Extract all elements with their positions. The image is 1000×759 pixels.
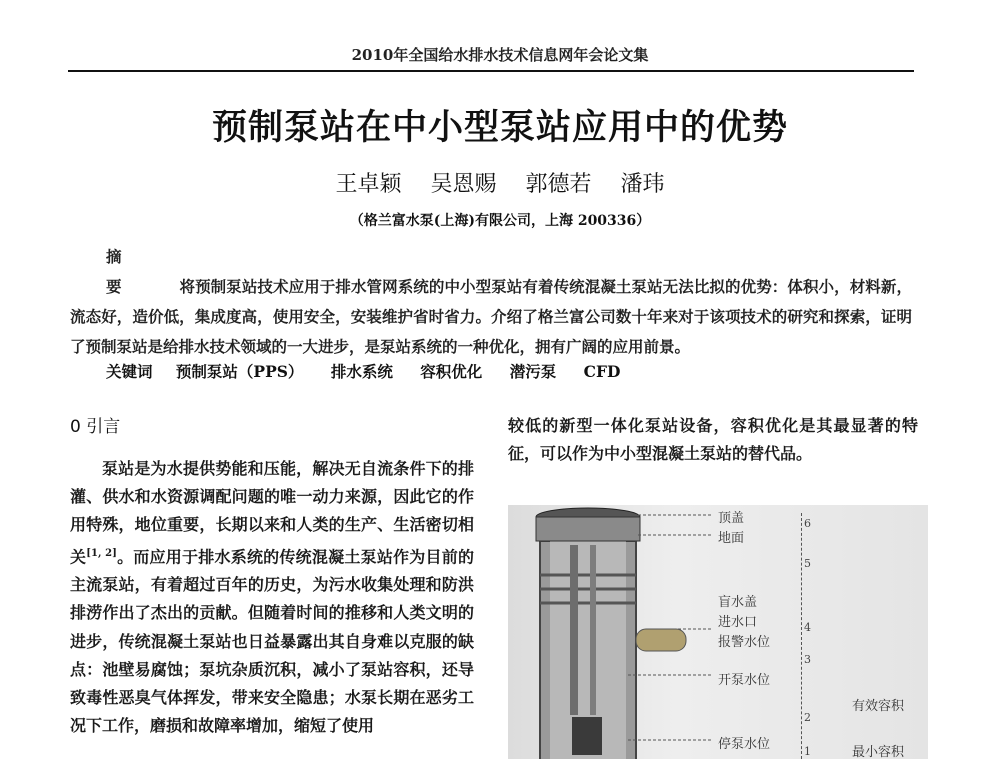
- keyword: 潜污泵: [509, 362, 557, 381]
- keywords: [106, 360, 642, 382]
- scale-number: 6: [804, 517, 811, 530]
- section-heading: 0 引言: [70, 417, 121, 437]
- figure-label: 开泵水位: [718, 673, 771, 688]
- intro-text-part1: 泵站是为水提供势能和压能，解决无自流条件下的排灌、供水和水资源调配问题的唯一动力来源，因此它的作用特殊，地位重要，长期以来和人类的生产、生活密切相关: [70, 459, 474, 566]
- figure-label: 停泵水位: [718, 737, 771, 752]
- figure-label: 有效容积: [852, 699, 905, 714]
- running-header: 2010年全国给水排水技术信息网年会论文集: [351, 46, 649, 64]
- paper-title: 预制泵站在中小型泵站应用中的优势: [211, 108, 788, 148]
- right-column-text: 较低的新型一体化泵站设备，容积优化是其最显著的特征，可以作为中小型混凝土泵站的替代品。: [508, 416, 918, 464]
- intro-paragraph: [70, 455, 474, 740]
- keyword: 预制泵站（PPS）: [175, 362, 304, 381]
- author-name: 郭德若: [525, 172, 592, 197]
- abstract-label: 摘 要: [106, 248, 136, 296]
- keyword: 容积优化: [420, 362, 483, 381]
- figure-label: 顶盖: [718, 511, 745, 526]
- scale-number: 4: [804, 621, 811, 634]
- figure-label: 盲水盖: [718, 595, 758, 610]
- author-name: 潘玮: [620, 172, 665, 197]
- right-column: [508, 412, 918, 468]
- scale-number: 2: [804, 711, 811, 724]
- scale-number: 3: [804, 653, 811, 666]
- figure-label: 进水口: [718, 615, 758, 630]
- author-name: 吴恩赐: [430, 172, 497, 197]
- author-name: 王卓颖: [335, 172, 402, 197]
- scale-line: [801, 513, 802, 759]
- left-column: [70, 412, 474, 740]
- header-rule: [68, 70, 914, 72]
- keyword: CFD: [583, 362, 621, 381]
- keyword: 排水系统: [330, 362, 393, 381]
- keywords-label: 关键词: [106, 363, 153, 381]
- abstract-text: 将预制泵站技术应用于排水管网系统的中小型泵站有着传统混凝土泵站无法比拟的优势：体积小，材料新，流态好，造价低，集成度高，使用安全，安装维护省时省力。介绍了格兰富公司数十年来对于该项技术的研究和探索，证明了预制泵站是给排水技术领域的一大进步，是泵站系统的一种优化，拥有广阔的应用前景。: [70, 277, 912, 356]
- citation: [1, 2]: [86, 547, 117, 559]
- scale-number: 1: [804, 745, 811, 758]
- figure-label: 地面: [718, 531, 745, 546]
- author-list: [0, 167, 1000, 198]
- scale-number: 5: [804, 557, 811, 570]
- intro-text-part2: 。而应用于排水系统的传统混凝土泵站作为目前的主流泵站，有着超过百年的历史，为污水收集处理和防洪排涝作出了杰出的贡献。但随着时间的推移和人类文明的进步，传统混凝土泵站也日益暴露出其自身难以克服的缺点：池壁易腐蚀；泵坑杂质沉积，减小了泵站容积，还导致毒性恶臭气体挥发，带来安全隐患；水泵长期在恶劣工况下工作，磨损和故障率增加，缩短了使用: [70, 546, 474, 736]
- affiliation: （格兰富水泵(上海)有限公司，上海 200336）: [349, 213, 651, 229]
- abstract: [70, 242, 912, 362]
- figure-label: 报警水位: [718, 635, 771, 650]
- pump-station-figure: [508, 505, 928, 759]
- figure-label: 最小容积: [852, 745, 905, 759]
